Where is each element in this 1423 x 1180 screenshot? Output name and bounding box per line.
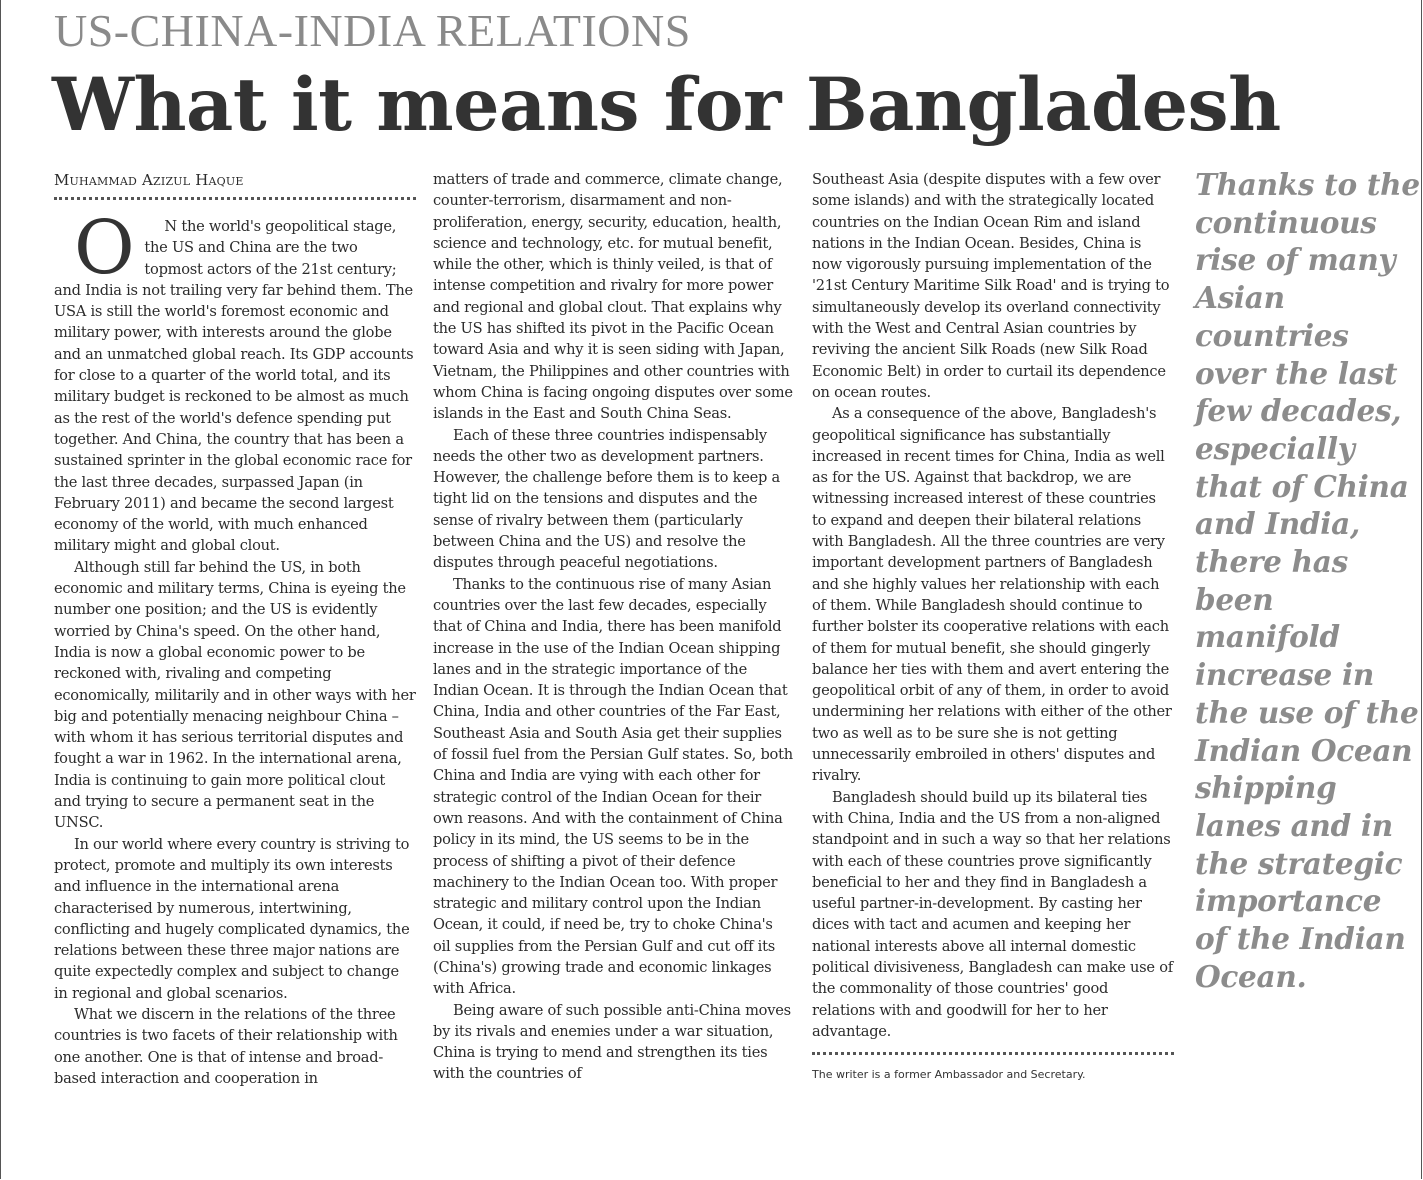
- byline: [54, 169, 416, 191]
- author-note: The writer is a former Ambassador and Secretary.: [812, 1068, 1086, 1082]
- paragraph: Although still far behind the US, in both economic and military terms, China is eyeing the number one position; and the US is evidently worried by China's speed. On the other hand, India is now a global economic power to be reckoned with, rivaling and competing economically, militarily and in other ways with her big and potentially menacing neighbour China –with whom it has serious territorial disputes and fought a war in 1962. In the international arena, India is continuing to gain more political clout and trying to secure a permanent seat in the UNSC.: [54, 558, 416, 832]
- byline-divider: [54, 197, 416, 200]
- section-kicker: US-CHINA-INDIA RELATIONS: [54, 5, 691, 56]
- paragraph: Being aware of such possible anti-China moves by its rivals and enemies under a war situation, China is trying to mend and strengthen its ties with the countries of: [433, 1001, 791, 1083]
- paragraph: Thanks to the continuous rise of many Asian countries over the last few decades, especially that of China and India, there has been manifold increase in the use of the Indian Ocean shipping lanes and in the strategic importance of the Indian Ocean. It is through the Indian Ocean that China, India and other countries of the Far East, Southeast Asia and South Asia get their supplies of fossil fuel from the Persian Gulf states. So, both China and India are vying with each other for strategic control of the Indian Ocean for their own reasons. And with the containment of China policy in its mind, the US seems to be in the process of shifting a pivot of their defence machinery to the Indian Ocean too. With proper strategic and military control upon the Indian Ocean, it could, if need be, try to choke China's oil supplies from the Persian Gulf and cut off its (China's) growing trade and economic linkages with Africa.: [433, 575, 793, 998]
- paragraph-text: N the world's geopolitical stage, the US and China are the two topmost actors of the 21st century; and India is not trailing very far behind them. The USA is still the world's foremost economic and military power, with interests around the globe and an unmatched global reach. Its GDP accounts for close to a quarter of the world total, and its military budget is reckoned to be almost as much as the rest of the world's defence spending put together. And China, the country that has been a sustained sprinter in the global economic race for the last three decades, surpassed Japan (in February 2011) and became the second largest economy of the world, with much enhanced military might and global clout.: [54, 218, 414, 555]
- paragraph: As a consequence of the above, Bangladesh's geopolitical significance has substantially increased in recent times for China, India as well as for the US. Against that backdrop, we are witnessing increased interest of these countries to expand and deepen their bilateral relations with Bangladesh. All the three countries are very important development partners of Bangladesh and she highly values her relationship with each of them. While Bangladesh should continue to further bolster its cooperative relations with each of them for mutual benefit, she should gingerly balance her ties with them and avert entering the geopolitical orbit of any of them, in order to avoid undermining her relations with either of the other two as well as to be sure she is not getting unnecessarily embroiled in others' disputes and rivalry.: [812, 405, 1172, 785]
- drop-cap: O: [74, 205, 135, 291]
- article-column-2: [433, 169, 793, 1085]
- end-divider: [812, 1052, 1174, 1055]
- author-name: Muhammad Azizul Haque: [54, 171, 244, 189]
- pull-quote: Thanks to the continuous rise of many Asian countries over the last few decades, especially that of China and India, there has been manifold increase in the use of the Indian Ocean shipping lanes and in the strategic importance of the Indian Ocean.: [1195, 167, 1420, 994]
- paragraph: Bangladesh should build up its bilateral ties with China, India and the US from a non-aligned standpoint and in such a way so that her relations with each of these countries prove significantly beneficial to her and they find in Bangladesh a useful partner-in-development. By casting her dices with tact and acumen and keeping her national interests above all internal domestic political divisiveness, Bangladesh can make use of the commonality of those countries' good relations with and goodwill for her to her advantage.: [812, 788, 1173, 1040]
- paragraph: What we discern in the relations of the three countries is two facets of their relationship with one another. One is that of intense and broad-based interaction and cooperation in: [54, 1005, 398, 1087]
- paragraph: Southeast Asia (despite disputes with a few over some islands) and with the strategically located countries on the Indian Ocean Rim and island nations in the Indian Ocean. Besides, China is now vigorously pursuing implementation of the '21st Century Maritime Silk Road' and is trying to simultaneously develop its overland connectivity with the West and Central Asian countries by reviving the ancient Silk Roads (new Silk Road Economic Belt) in order to curtail its dependence on ocean routes.: [812, 171, 1170, 401]
- paragraph: matters of trade and commerce, climate change, counter-terrorism, disarmament and non-proliferation, energy, security, education, health, science and technology, etc. for mutual benefit, while the other, which is thinly veiled, is that of intense competition and rivalry for more power and regional and global clout. That explains why the US has shifted its pivot in the Pacific Ocean toward Asia and why it is seen siding with Japan, Vietnam, the Philippines and other countries with whom China is facing ongoing disputes over some islands in the East and South China Seas.: [433, 171, 793, 423]
- headline: What it means for Bangladesh: [52, 62, 1281, 148]
- article-column-1: [54, 169, 416, 1089]
- article-column-3: [812, 169, 1174, 1085]
- paragraph: [54, 205, 416, 557]
- paragraph: In our world where every country is striving to protect, promote and multiply its own interests and influence in the international arena characterised by numerous, intertwining, conflicting and hugely complicated dynamics, the relations between these three major nations are quite expectedly complex and subject to change in regional and global scenarios.: [54, 835, 410, 1002]
- paragraph: Each of these three countries indispensably needs the other two as development partners. However, the challenge before them is to keep a tight lid on the tensions and disputes and the sense of rivalry between them (particularly between China and the US) and resolve the disputes through peaceful negotiations.: [433, 426, 780, 572]
